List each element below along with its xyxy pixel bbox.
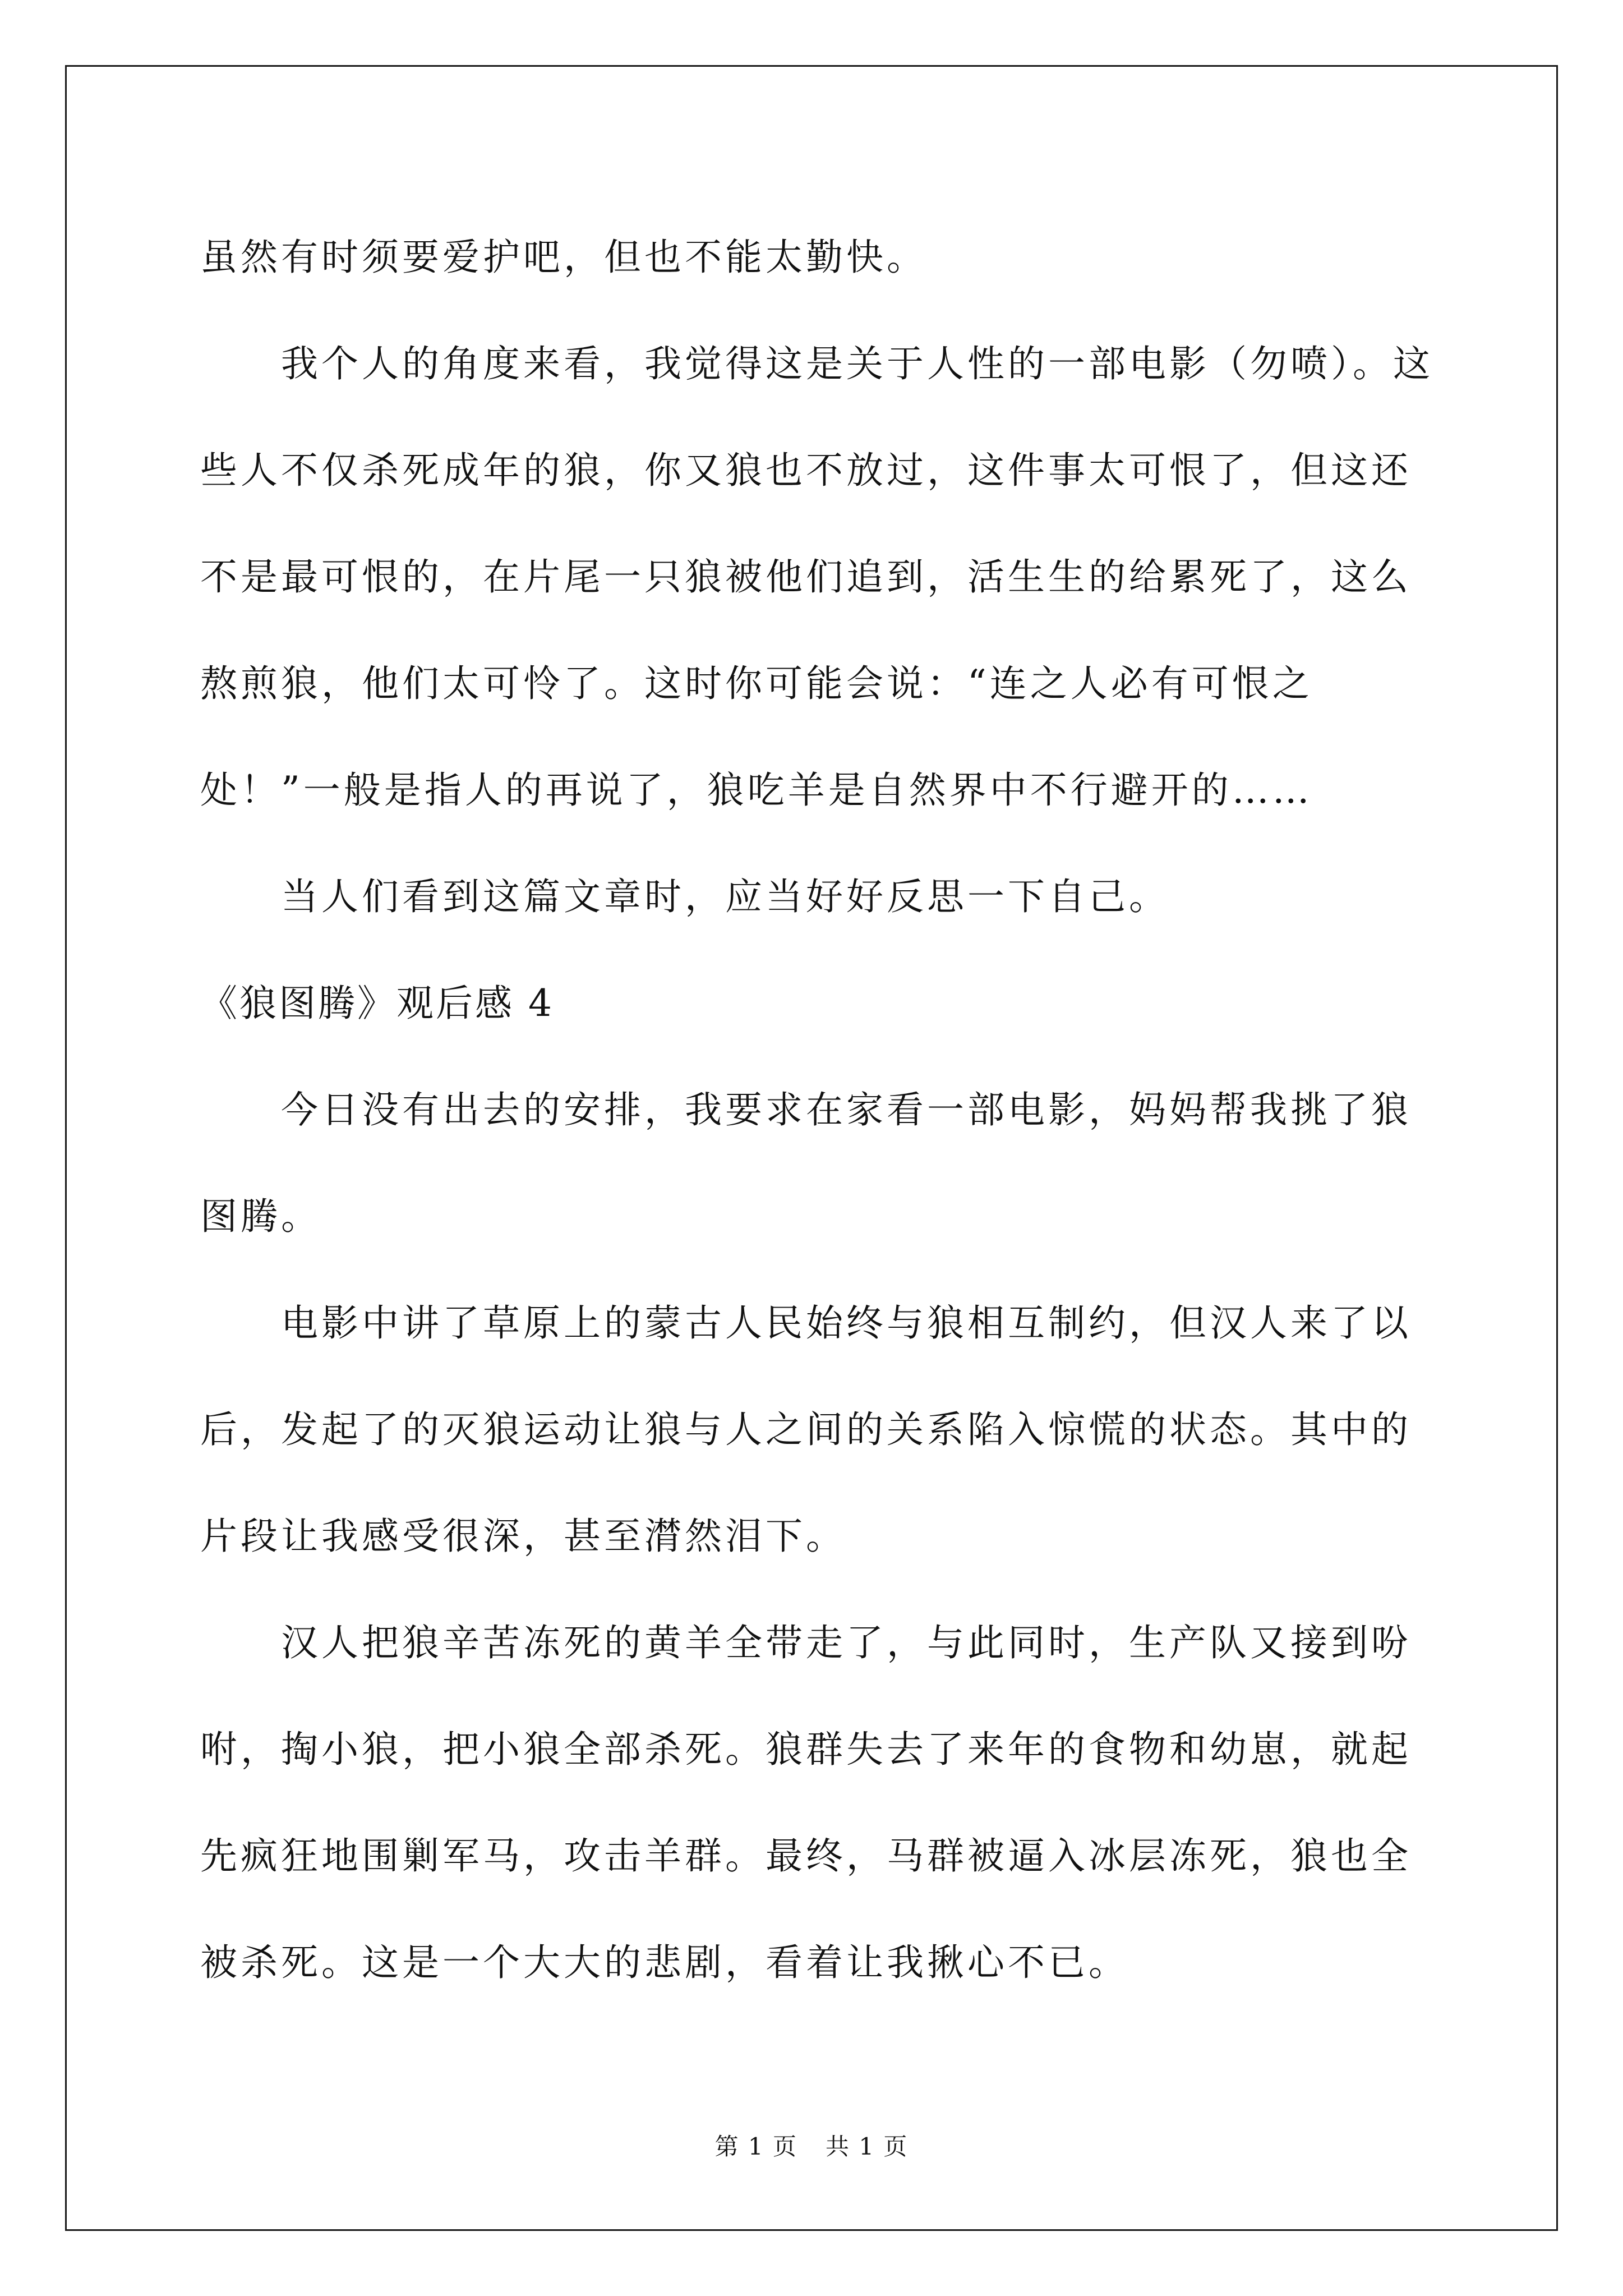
paragraph-intro: 今日没有出去的安排，我要求在家看一部电影，妈妈帮我挑了狼图腾。 [200,1088,1412,1238]
paragraph-humanity-reflection: 我个人的角度来看，我觉得这是关于人性的一部电影（勿喷）。这些人不仅杀死成年的狼，你又狼也不放过，这件事太可恨了，但这还不是最可恨的，在片尾一只狼被他们追到，活生生的给累死了，这么熬煎狼，他们太可怜了。这时你可能会说：“连之人必有可恨之处！”一般是指人的再说了，狼吃羊是自然界中不行避开的…… [200,342,1433,812]
page-number-current: 第 1 页 [714,2133,797,2160]
paragraph-tragedy: 汉人把狼辛苦冻死的黄羊全带走了，与此同时，生产队又接到吩咐，掏小狼，把小狼全部杀死。狼群失去了来年的食物和幼崽，就起先疯狂地围剿军马，攻击羊群。最终，马群被逼入冰层冻死，狼也全被杀死。这是一个大大的悲剧，看着让我揪心不已。 [200,1621,1412,1984]
paragraph-film-summary: 电影中讲了草原上的蒙古人民始终与狼相互制约，但汉人来了以后，发起了的灭狼运动让狼与人之间的关系陷入惊慌的状态。其中的片段让我感受很深，甚至潸然泪下。 [200,1301,1412,1558]
paragraph-continuation: 虽然有时须要爱护吧，但也不能太勤快。 [200,236,927,279]
section-heading: 《狼图腾》观后感 4 [200,982,554,1025]
page-footer [0,2128,1623,2162]
paragraph-conclusion: 当人们看到这篇文章时，应当好好反思一下自己。 [281,875,1169,918]
document-body [200,204,1434,2016]
page-number-total: 共 1 页 [826,2133,909,2160]
